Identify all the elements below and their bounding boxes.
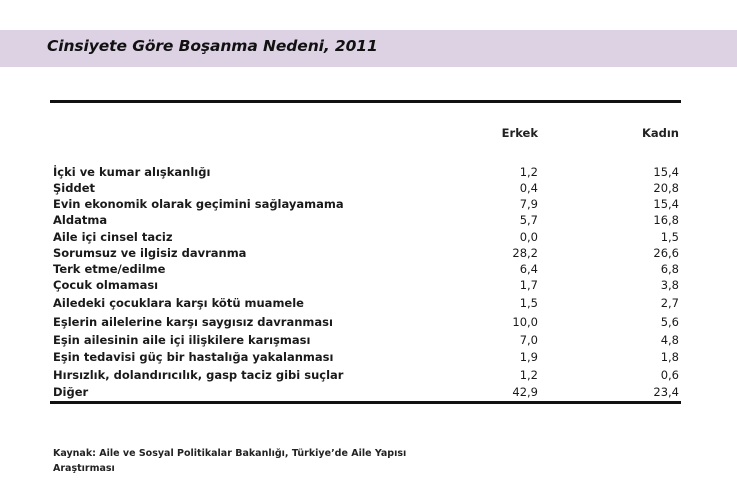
- row-value-erkek: 7,9: [519, 197, 538, 211]
- row-value-kadin: 0,6: [660, 368, 679, 382]
- row-value-kadin: 6,8: [660, 262, 679, 276]
- row-label: Evin ekonomik olarak geçimini sağlayamama: [53, 197, 344, 211]
- row-value-kadin: 4,8: [660, 333, 679, 347]
- table-row: [0, 278, 737, 294]
- table-row: [0, 315, 737, 331]
- row-label: Diğer: [53, 385, 89, 399]
- row-value-kadin: 1,5: [660, 230, 679, 244]
- row-label: Terk etme/edilme: [53, 262, 166, 276]
- table-row: [0, 181, 737, 197]
- row-value-erkek: 10,0: [512, 315, 538, 329]
- row-label: Eşlerin ailelerine karşı saygısız davranması: [53, 315, 333, 329]
- row-value-erkek: 1,2: [519, 165, 538, 179]
- row-label: İçki ve kumar alışkanlığı: [53, 165, 211, 179]
- row-value-kadin: 2,7: [660, 296, 679, 310]
- row-label: Hırsızlık, dolandırıcılık, gasp taciz gibi suçlar: [53, 368, 344, 382]
- row-value-kadin: 15,4: [653, 197, 679, 211]
- column-header-kadin: Kadın: [641, 126, 679, 140]
- row-value-kadin: 26,6: [653, 246, 679, 260]
- row-label: Aldatma: [53, 213, 108, 227]
- row-value-erkek: 1,9: [519, 350, 538, 364]
- table-row: [0, 385, 737, 401]
- row-value-erkek: 0,4: [519, 181, 538, 195]
- row-label: Eşin tedavisi güç bir hastalığa yakalanması: [53, 350, 334, 364]
- table-row: [0, 296, 737, 312]
- table-row: [0, 333, 737, 349]
- row-value-erkek: 1,2: [519, 368, 538, 382]
- row-label: Eşin ailesinin aile içi ilişkilere karışması: [53, 333, 311, 347]
- source-note: Kaynak: Aile ve Sosyal Politikalar Bakanlığı, Türkiye’de Aile Yapısı Araştırması: [53, 448, 407, 474]
- row-value-kadin: 16,8: [653, 213, 679, 227]
- row-value-kadin: 1,8: [660, 350, 679, 364]
- row-value-erkek: 0,0: [519, 230, 538, 244]
- row-value-erkek: 7,0: [519, 333, 538, 347]
- table-title: Cinsiyete Göre Boşanma Nedeni, 2011: [47, 37, 378, 55]
- row-value-kadin: 15,4: [653, 165, 679, 179]
- row-value-kadin: 23,4: [653, 385, 679, 399]
- row-value-kadin: 20,8: [653, 181, 679, 195]
- row-label: Çocuk olmaması: [53, 278, 159, 292]
- table-row: [0, 262, 737, 278]
- table-row: [0, 197, 737, 213]
- row-value-kadin: 3,8: [660, 278, 679, 292]
- row-value-erkek: 1,5: [519, 296, 538, 310]
- table-row: [0, 230, 737, 246]
- table-bottom-rule: [50, 401, 681, 404]
- row-label: Sorumsuz ve ilgisiz davranma: [53, 246, 247, 260]
- table-row: [0, 165, 737, 181]
- row-value-erkek: 1,7: [519, 278, 538, 292]
- table-row: [0, 246, 737, 262]
- row-value-erkek: 42,9: [512, 385, 538, 399]
- table-top-rule: [50, 100, 681, 103]
- row-value-erkek: 28,2: [512, 246, 538, 260]
- row-label: Aile içi cinsel taciz: [53, 230, 173, 244]
- row-label: Şiddet: [53, 181, 95, 195]
- column-header-erkek: Erkek: [501, 126, 538, 140]
- row-value-erkek: 5,7: [519, 213, 538, 227]
- table-row: [0, 350, 737, 366]
- row-value-kadin: 5,6: [660, 315, 679, 329]
- row-label: Ailedeki çocuklara karşı kötü muamele: [53, 296, 304, 310]
- table-row: [0, 368, 737, 384]
- table-row: [0, 213, 737, 229]
- row-value-erkek: 6,4: [519, 262, 538, 276]
